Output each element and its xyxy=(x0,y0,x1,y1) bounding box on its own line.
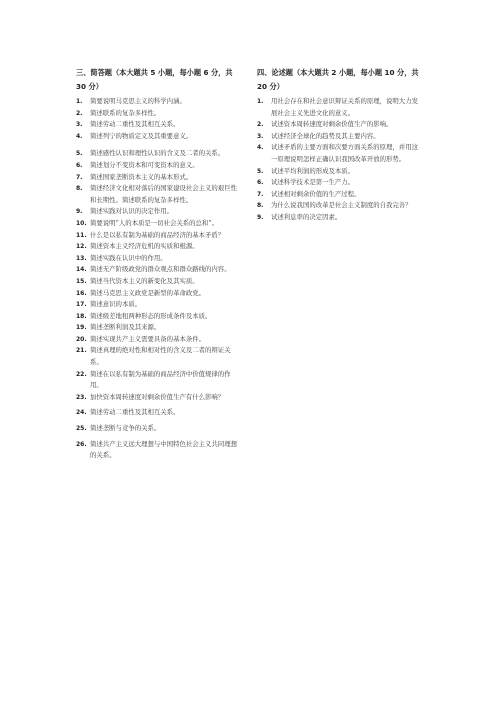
question-text: 简述当代资本主义的新变化及其实质。 xyxy=(90,276,199,285)
question-number: 2. xyxy=(257,121,264,129)
question-item xyxy=(257,166,423,178)
question-item xyxy=(76,423,242,435)
question-number: 8. xyxy=(257,202,264,210)
question-number: 24. xyxy=(76,409,87,417)
question-text: 简述划分不变资本和可变资本的意义。 xyxy=(90,160,199,169)
question-item xyxy=(76,288,242,300)
question-number: 26. xyxy=(76,440,87,448)
question-number: 3. xyxy=(76,121,83,129)
question-text: 简述在以私有制为基础的商品经济中价值规律的作用。 xyxy=(90,369,231,390)
question-text: 简述级差地租两种形态的形成条件及本质。 xyxy=(90,311,212,320)
question-text: 简述共产主义远大理想与中国特色社会主义共同理想的关系。 xyxy=(90,439,237,460)
question-item xyxy=(76,334,242,346)
question-text: 简述真理的绝对性和相对性的含义及二者的辩证关系。 xyxy=(90,346,231,367)
question-text: 简述意识的本质。 xyxy=(90,300,142,309)
question-item xyxy=(76,119,242,131)
question-item xyxy=(76,218,242,230)
question-item xyxy=(76,299,242,311)
question-item xyxy=(76,172,242,184)
question-number: 4. xyxy=(76,132,83,140)
question-text: 简述实践在认识中的作用。 xyxy=(90,253,167,262)
question-number: 6. xyxy=(76,161,83,169)
question-item xyxy=(257,200,423,212)
question-number: 4. xyxy=(257,144,264,152)
question-number: 7. xyxy=(257,190,264,198)
question-number: 1. xyxy=(257,98,264,105)
question-text: 试述利息率的决定因素。 xyxy=(271,212,342,221)
question-number: 25. xyxy=(76,425,87,433)
question-item xyxy=(257,189,423,201)
question-number: 22. xyxy=(76,370,87,378)
question-text: 试述相对剩余价值的生产过程。 xyxy=(271,189,361,198)
essay-heading: 四、论述题（本大题共 2 小题，每小题 10 分，共 20 分） xyxy=(257,68,419,91)
question-text: 简述感性认识和理性认识的含义及二者的关系。 xyxy=(90,149,225,158)
question-item xyxy=(76,322,242,334)
question-item xyxy=(76,230,242,242)
question-number: 9. xyxy=(257,213,264,221)
question-number: 1. xyxy=(76,98,83,105)
question-text: 简述国家垄断资本主义的基本形式。 xyxy=(90,172,193,181)
question-number: 20. xyxy=(76,335,87,343)
question-item xyxy=(76,96,242,108)
question-number: 5. xyxy=(257,167,264,175)
question-item xyxy=(76,276,242,288)
question-item xyxy=(76,131,242,143)
question-number: 6. xyxy=(257,179,264,187)
question-number: 17. xyxy=(76,301,87,309)
question-item xyxy=(257,177,423,189)
question-text: 为什么说我国的改革是社会主义制度的自我完善？ xyxy=(271,201,412,210)
question-text: 试述经济全球化的趋势及其主要内容。 xyxy=(271,131,380,140)
question-item xyxy=(76,241,242,253)
question-item xyxy=(257,96,423,119)
question-item xyxy=(76,392,242,404)
question-number: 11. xyxy=(76,231,87,239)
essay-list xyxy=(257,96,423,224)
question-text: 简述劳动二重性及其相互关系。 xyxy=(90,408,180,417)
question-text: 简要说明马克思主义的科学内涵。 xyxy=(90,97,186,105)
question-item xyxy=(76,148,242,160)
question-item xyxy=(76,439,242,462)
question-number: 18. xyxy=(76,312,87,320)
question-item xyxy=(257,142,423,165)
question-text: 简要说明“人的本质是一切社会关系的总和”。 xyxy=(90,218,218,227)
question-text: 试述平均利润的形成及本质。 xyxy=(271,166,355,175)
question-text: 试述科学技术是第一生产力。 xyxy=(271,178,355,187)
question-item xyxy=(257,131,423,143)
question-item xyxy=(257,119,423,131)
question-item xyxy=(76,108,242,120)
question-number: 8. xyxy=(76,185,83,193)
question-number: 7. xyxy=(76,173,83,181)
short-answer-list xyxy=(76,96,242,462)
question-number: 9. xyxy=(76,208,83,216)
question-number: 19. xyxy=(76,324,87,332)
question-number: 15. xyxy=(76,277,87,285)
question-number: 13. xyxy=(76,254,87,262)
short-answer-section xyxy=(76,66,242,462)
question-item xyxy=(76,369,242,392)
essay-section xyxy=(257,66,423,224)
question-number: 3. xyxy=(257,132,264,140)
question-text: 用社会存在和社会意识辩证关系的原理，说明大力发展社会主义先进文化的意义。 xyxy=(271,97,418,117)
question-item xyxy=(76,345,242,368)
question-text: 简述垄断与竞争的关系。 xyxy=(90,424,161,433)
question-item xyxy=(76,264,242,276)
question-number: 21. xyxy=(76,347,87,355)
question-text: 简述资本主义经济危机的实质和根源。 xyxy=(90,242,199,251)
question-item xyxy=(76,407,242,419)
question-text: 简述联系的复杂多样性。 xyxy=(90,108,161,117)
question-item xyxy=(76,206,242,218)
question-number: 12. xyxy=(76,243,87,251)
question-text: 什么是以私有制为基础的商品经济的基本矛盾？ xyxy=(90,230,225,239)
question-number: 10. xyxy=(76,219,87,227)
question-item xyxy=(257,212,423,224)
question-item xyxy=(76,253,242,265)
question-text: 简述无产阶级政党的群众观点和群众路线的内容。 xyxy=(90,265,231,274)
question-number: 14. xyxy=(76,266,87,274)
question-number: 2. xyxy=(76,109,83,117)
question-text: 简述实践对认识的决定作用。 xyxy=(90,207,174,216)
short-answer-heading: 三、简答题（本大题共 5 小题，每小题 6 分，共 30 分） xyxy=(76,68,233,91)
question-text: 试述矛盾的主要方面和次要方面关系的原理，并用这一原理说明怎样正确认识我国改革开放的形势。 xyxy=(271,143,418,163)
question-text: 简述经济文化相对落后的国家建设社会主义的艰巨性和长期性。简述联系的复杂多样性。 xyxy=(90,184,237,204)
question-text: 简述劳动二重性及其相互关系。 xyxy=(90,120,180,129)
question-item xyxy=(76,183,242,206)
question-number: 23. xyxy=(76,393,87,401)
question-number: 16. xyxy=(76,289,87,297)
question-text: 简述列宁的物质定义及其重要意义。 xyxy=(90,131,193,140)
question-text: 简述马克思主义政党是新型的革命政党。 xyxy=(90,288,206,297)
question-number: 5. xyxy=(76,150,83,158)
question-text: 简述实现共产主义需要具备的基本条件。 xyxy=(90,334,206,343)
question-text: 简述垄断利润及其来源。 xyxy=(90,323,161,332)
question-item xyxy=(76,160,242,172)
question-text: 加快资本周转速度对剩余价值生产有什么影响？ xyxy=(90,392,225,401)
question-text: 试述资本周转速度对剩余价值生产的影响。 xyxy=(271,120,393,129)
question-item xyxy=(76,311,242,323)
